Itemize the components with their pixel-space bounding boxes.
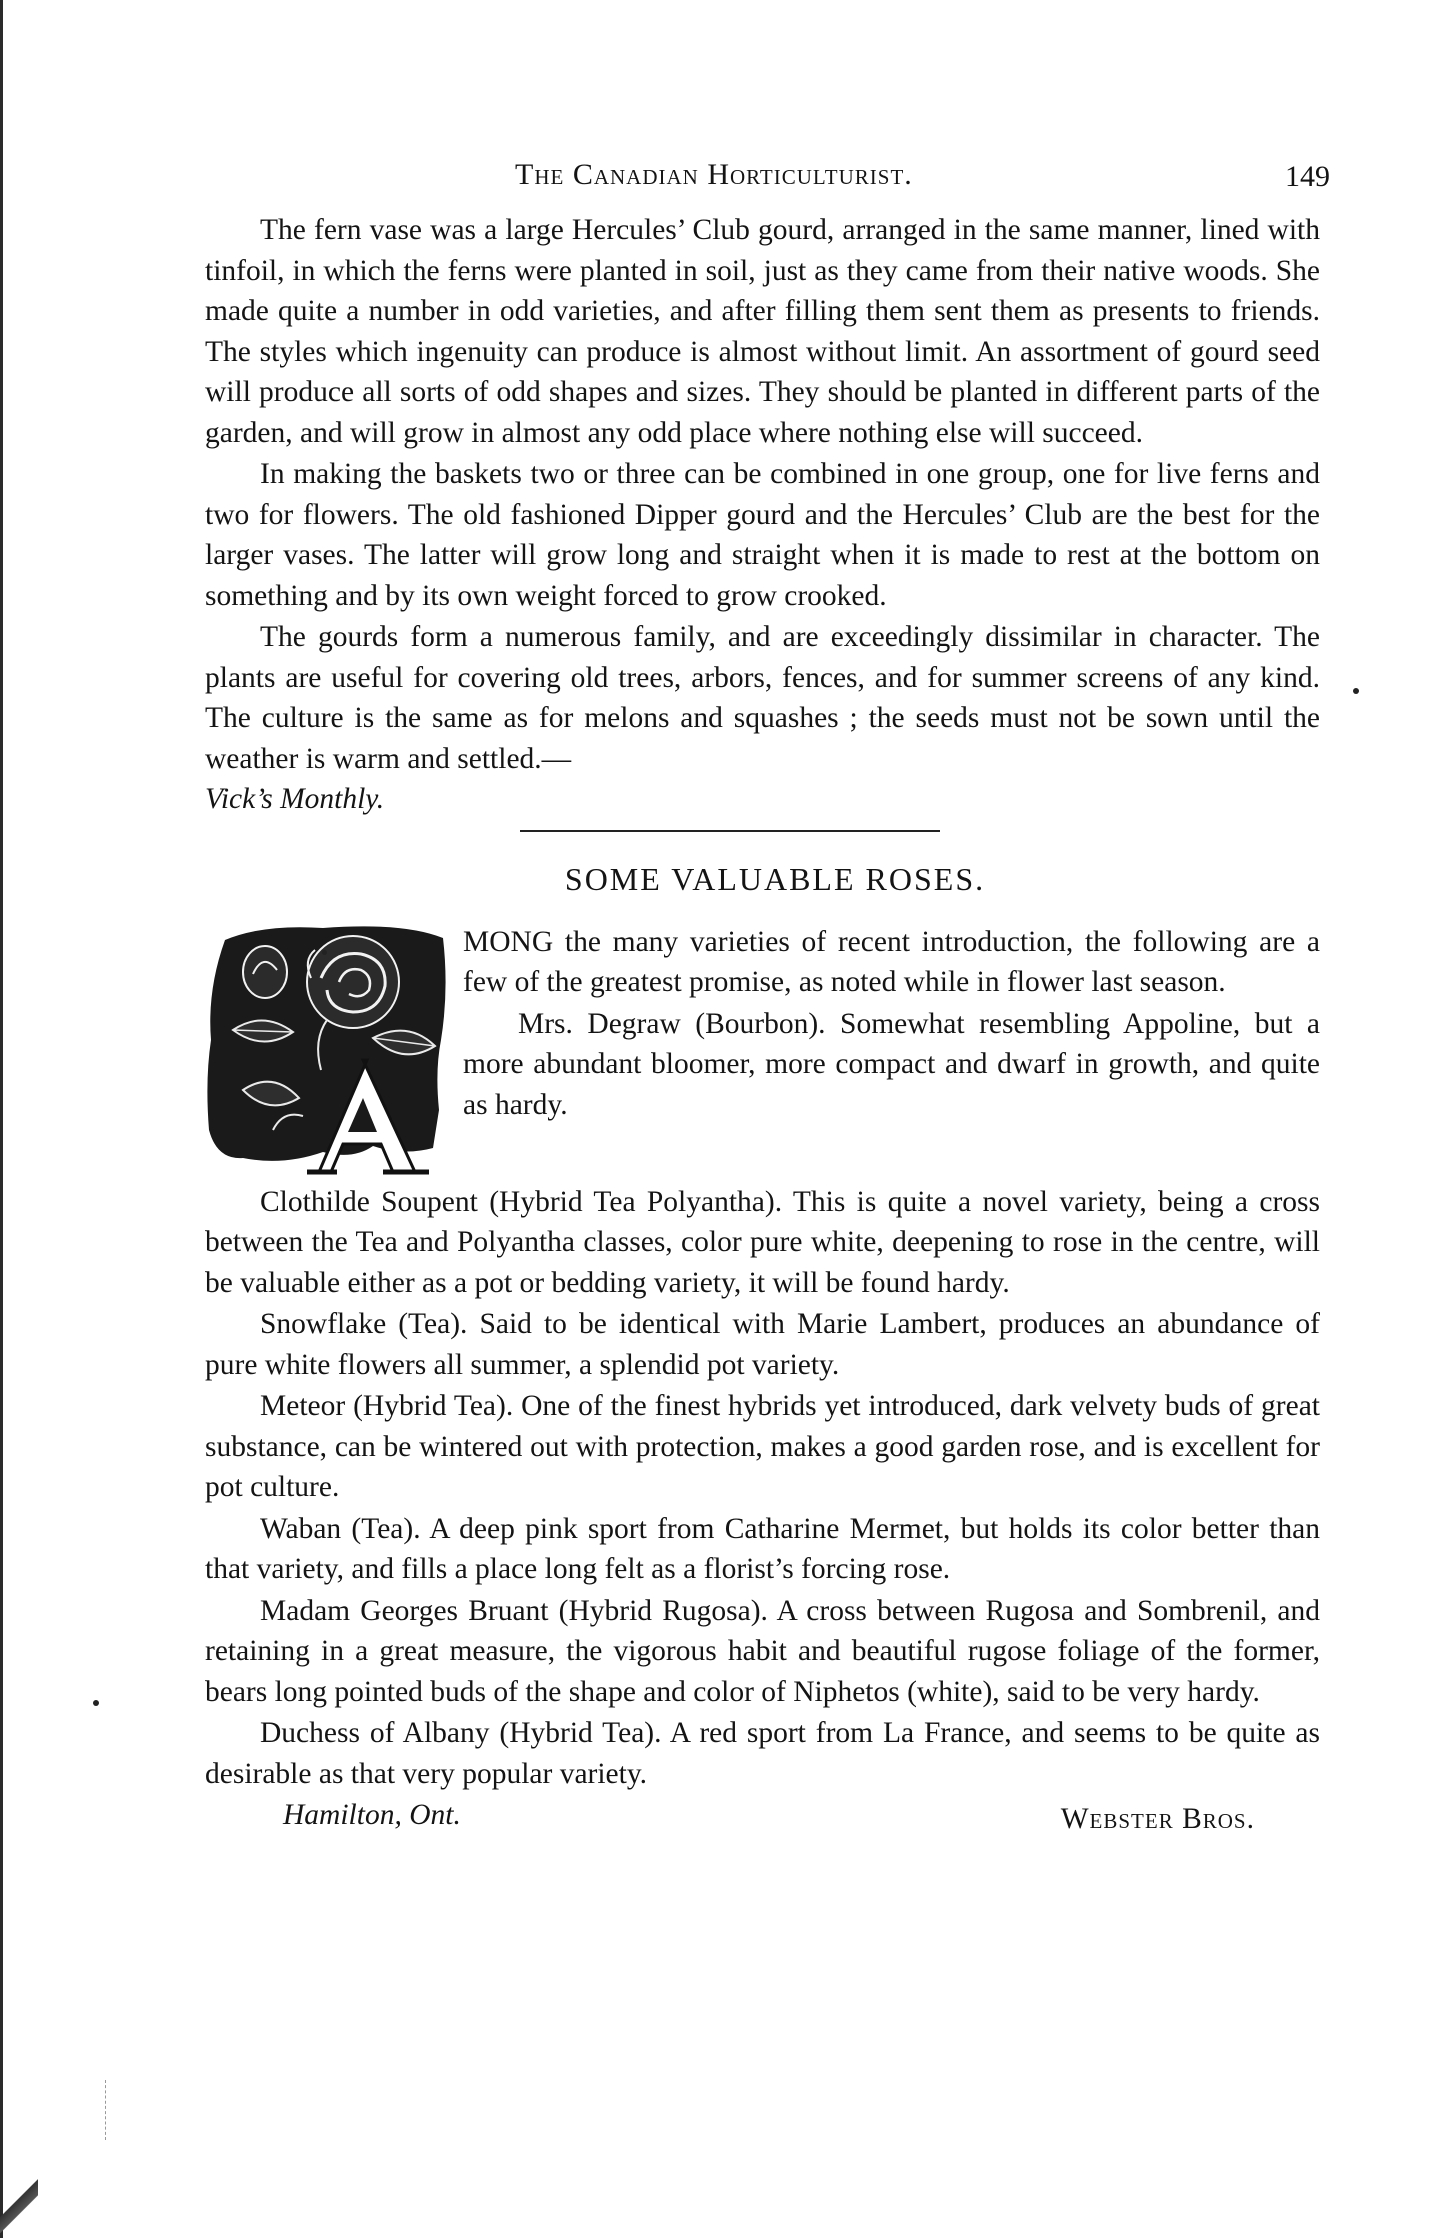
- paragraph: [205, 617, 1320, 820]
- signature-line: [205, 1795, 1320, 1839]
- rose-entry: Clothilde Soupent (Hybrid Tea Polyantha). This is quite a novel variety, being a cross between the Tea and Polyantha classes, color pure white, deepening to rose in the centre, will be valuable either as a pot or bedding variety, it will be found hardy.: [205, 1185, 1320, 1299]
- signature-place: Hamilton, Ont.: [283, 1799, 461, 1831]
- source-credit: Vick’s Monthly.: [205, 783, 385, 815]
- page-corner-shadow: [0, 2168, 38, 2238]
- roses-section: [205, 922, 1320, 1840]
- rose-entry: Snowflake (Tea). Said to be identical with Marie Lambert, produces an abundance of pure white flowers all summer, a splendid pot variety.: [205, 1308, 1320, 1381]
- signature-name: Webster Bros.: [1060, 1803, 1255, 1835]
- rose-entry: Madam Georges Bruant (Hybrid Rugosa). A cross between Rugosa and Sombrenil, and retaining in a great measure, the vigorous habit and beautiful rugose foliage of the former, bears long pointed buds of the shape and color of Niphetos (white), said to be very hardy.: [205, 1594, 1320, 1708]
- paragraph: The fern vase was a large Hercules’ Club gourd, arranged in the same manner, lined with tinfoil, in which the ferns were planted in soil, just as they came from their native woods. She made quite a number in odd varieties, and after filling them sent them as presents to friends. The styles which ingenuity can produce is almost without limit. An assortment of gourd seed will produce all sorts of odd shapes and sizes. They should be planted in different parts of the garden, and will grow in almost any odd place where nothing else will succeed.: [205, 214, 1320, 449]
- section-title: SOME VALUABLE ROSES.: [564, 860, 986, 897]
- section-intro: MONG the many varieties of recent introduction, the following are a few of the greatest promise, as noted while in flower last season.: [463, 925, 1320, 998]
- running-head: [205, 158, 1330, 202]
- section-divider: [520, 830, 940, 832]
- paragraph-text: The gourds form a numerous family, and are exceedingly dissimilar in character. The plants are useful for covering old trees, arbors, fences, and for summer screens of any kind. The culture is the same as for melons and squashes ; the seeds must not be sown until the weather is warm and settled.—: [205, 621, 1320, 775]
- rose-initial-icon: [203, 920, 453, 1182]
- paragraph: In making the baskets two or three can be combined in one group, one for live ferns and two for flowers. The old fashioned Dipper gourd and the Hercules’ Club are the best for the larger vases. The latter will grow long and straight when it is made to rest at the bottom on something and by its own weight forced to grow crooked.: [205, 458, 1320, 612]
- article-body: [205, 210, 1320, 1839]
- decorative-initial: [203, 920, 453, 1182]
- rose-entry: Duchess of Albany (Hybrid Tea). A red sport from La France, and seems to be quite as desirable as that very popular variety.: [205, 1717, 1320, 1790]
- rose-entry: Mrs. Degraw (Bourbon). Somewhat resembling Appoline, but a more abundant bloomer, more compact and dwarf in growth, and quite as hardy.: [463, 1007, 1320, 1121]
- running-title: The Canadian Horticulturist.: [515, 158, 913, 191]
- page-edge: [0, 0, 3, 2238]
- margin-mark: [105, 2080, 107, 2140]
- rose-entry: Meteor (Hybrid Tea). One of the finest hybrids yet introduced, dark velvety buds of great substance, can be wintered out with protection, makes a good garden rose, and is excellent for pot culture.: [205, 1390, 1320, 1503]
- rose-entry: Waban (Tea). A deep pink sport from Catharine Mermet, but holds its color better than that variety, and fills a place long felt as a florist’s forcing rose.: [205, 1512, 1320, 1585]
- ink-speck: [1353, 688, 1359, 694]
- ink-speck: [93, 1700, 99, 1706]
- ink-speck: [322, 950, 327, 955]
- page-number: 149: [1285, 160, 1330, 193]
